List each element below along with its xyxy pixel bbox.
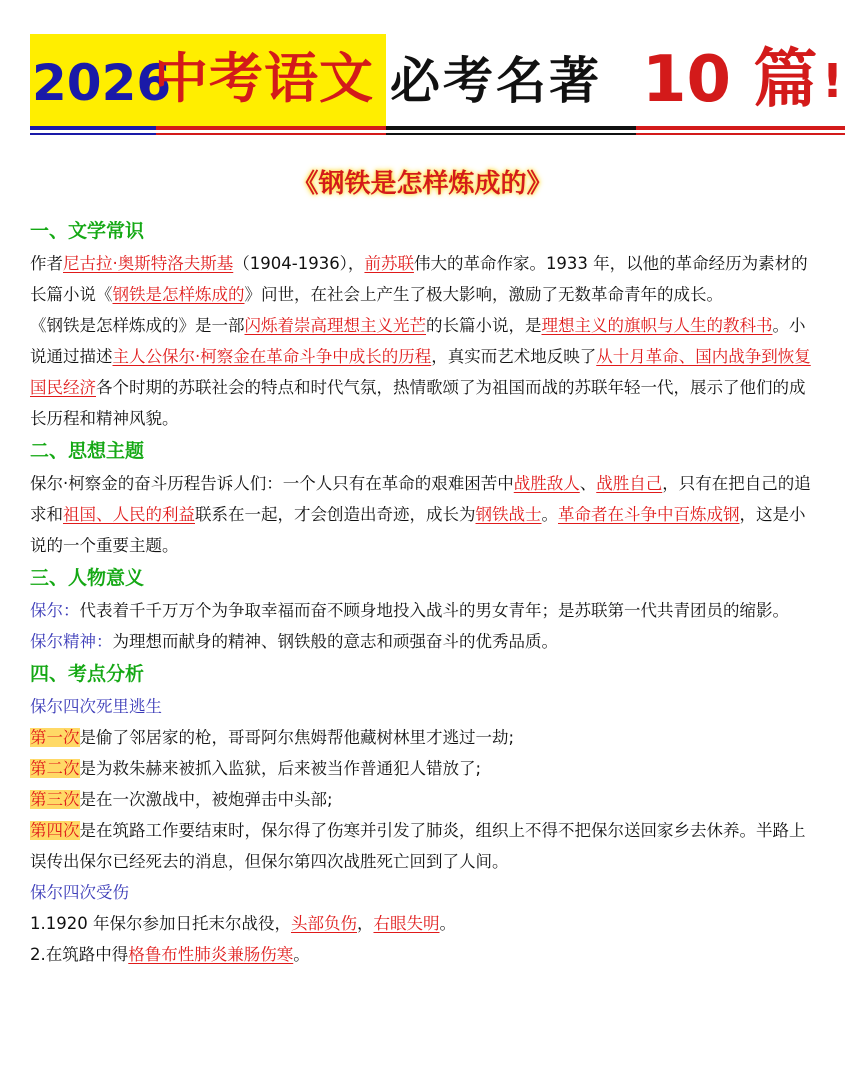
list-item — [30, 784, 820, 815]
key-term: 主人公保尔·柯察金在革命斗争中成长的历程 — [112, 347, 432, 366]
key-term: 头部负伤 — [290, 914, 357, 933]
text: 。 — [293, 945, 310, 964]
key-term: 格鲁布性肺炎兼肠伤寒 — [128, 945, 294, 964]
section-heading-analysis: 四、考点分析 — [30, 663, 145, 685]
banner-count: 10 篇 — [642, 43, 818, 117]
banner-year: 2026 — [32, 54, 172, 112]
key-term: 理想主义的旗帜与人生的教科书 — [541, 316, 773, 335]
key-term: 钢铁是怎样炼成的 — [112, 285, 245, 304]
text: 保尔·柯察金的奋斗历程告诉人们：一个人只有在革命的艰难困苦中 — [30, 474, 514, 493]
paragraph-theme — [30, 468, 820, 561]
ordinal-label: 第二次 — [30, 759, 80, 778]
ordinal-label: 第三次 — [30, 790, 80, 809]
text: ，真实而艺术地反映了 — [431, 347, 597, 366]
key-term: 从十月革命、国内战争到恢复国民经济 — [30, 347, 811, 397]
text: 1.1920 年保尔参加日托末尔战役， — [30, 914, 291, 933]
list-item — [30, 815, 820, 877]
text: 、 — [579, 474, 597, 493]
text: 作者 — [30, 254, 63, 273]
list-item — [30, 722, 820, 753]
key-term: 战胜自己 — [596, 474, 663, 493]
key-term: 革命者在斗争中百炼成钢 — [558, 505, 740, 524]
text: 各个时期的苏联社会的特点和时代气氛，热情歌颂了为祖国而战的苏联年轻一代，展示了他们的成长历程和精神风貌。 — [30, 378, 806, 428]
text: 。小说通过描述 — [30, 316, 806, 366]
paragraph-paul — [30, 595, 820, 626]
text: 是在筑路工作要结束时，保尔得了伤寒并引发了肺炎，组织上不得不把保尔送回家乡去休养。半路上误传出保尔已经死去的消息，但保尔第四次战胜死亡回到了人间。 — [30, 821, 806, 871]
paragraph-author — [30, 248, 820, 310]
label: 保尔精神： — [30, 632, 113, 651]
text: 的长篇小说，是 — [426, 316, 542, 335]
subheading-escapes: 保尔四次死里逃生 — [30, 697, 162, 716]
text: 2.在筑路中得 — [30, 945, 129, 964]
text: 代表着千千万万个为争取幸福而奋不顾身地投入战斗的男女青年；是苏联第一代共青团员的缩影。 — [79, 601, 789, 620]
text: 联系在一起，才会创造出奇迹，成长为 — [195, 505, 476, 524]
key-term: 闪烁着崇高理想主义光芒 — [244, 316, 426, 335]
label: 保尔： — [30, 601, 80, 620]
text: 为理想而献身的精神、钢铁般的意志和顽强奋斗的优秀品质。 — [112, 632, 558, 651]
banner-rule — [156, 133, 386, 135]
text: ，这是小说的一个重要主题。 — [30, 505, 806, 555]
ordinal-label: 第四次 — [30, 821, 80, 840]
ordinal-label: 第一次 — [30, 728, 80, 747]
banner-rule — [636, 126, 845, 130]
banner-rule — [156, 126, 386, 130]
banner-exclaim: ! — [822, 54, 843, 108]
text: 。 — [439, 914, 456, 933]
paragraph-paul-spirit — [30, 626, 820, 657]
banner-rule — [386, 126, 636, 130]
text: 是偷了邻居家的枪，哥哥阿尔焦姆帮他藏树林里才逃过一劫; — [79, 728, 515, 747]
key-term: 前苏联 — [364, 254, 414, 273]
text: 》问世，在社会上产生了极大影响，激励了无数革命青年的成长。 — [244, 285, 723, 304]
section-heading-character: 三、人物意义 — [30, 567, 145, 589]
banner-subject: 中考语文 — [154, 47, 374, 110]
text: 《钢铁是怎样炼成的》是一部 — [30, 316, 245, 335]
key-term: 战胜敌人 — [513, 474, 580, 493]
key-term: 右眼失明 — [373, 914, 440, 933]
text: 。 — [541, 505, 558, 524]
banner-rule — [30, 126, 156, 130]
section-heading-theme: 二、思想主题 — [30, 440, 145, 462]
banner-rule — [30, 133, 156, 135]
section-heading-literary: 一、文学常识 — [30, 220, 145, 242]
key-term: 尼古拉·奥斯特洛夫斯基 — [63, 254, 234, 273]
banner-must: 必考名著 — [390, 52, 602, 110]
title-banner — [30, 34, 845, 138]
key-term: 祖国、人民的利益 — [63, 505, 195, 524]
document-body — [30, 214, 820, 970]
list-item — [30, 939, 820, 970]
banner-rule — [386, 133, 636, 135]
list-item — [30, 753, 820, 784]
text: ， — [356, 914, 374, 933]
key-term: 钢铁战士 — [475, 505, 542, 524]
text: （1904-1936）， — [233, 254, 365, 273]
book-title: 《钢铁是怎样炼成的》 — [292, 169, 553, 199]
text: 是为救朱赫来被抓入监狱，后来被当作普通犯人错放了; — [79, 759, 482, 778]
subheading-wounds: 保尔四次受伤 — [30, 883, 129, 902]
list-item — [30, 908, 820, 939]
text: ，只有在把自己的追求和 — [30, 474, 811, 524]
paragraph-novel — [30, 310, 820, 434]
text: 是在一次激战中，被炮弹击中头部; — [79, 790, 333, 809]
banner-rule — [636, 133, 845, 135]
text: 伟大的革命作家。1933 年，以他的革命经历为素材的长篇小说《 — [30, 254, 808, 304]
